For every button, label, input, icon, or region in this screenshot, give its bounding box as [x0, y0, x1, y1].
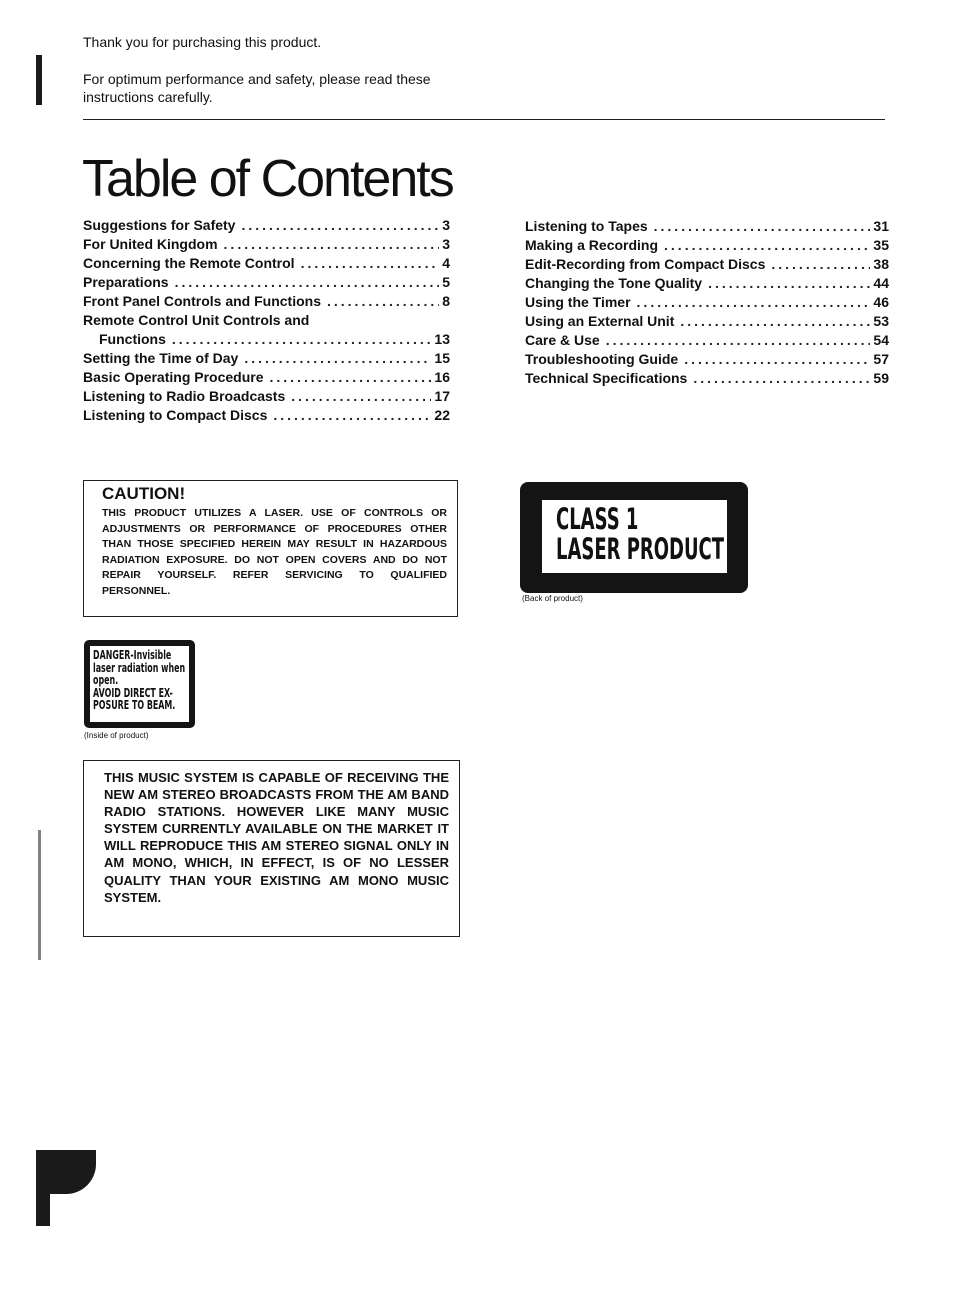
toc-right-column [525, 217, 889, 388]
laser-label-caption: (Back of product) [522, 594, 583, 603]
toc-page: 35 [873, 237, 889, 253]
toc-item[interactable]: Basic Operating Procedure ..... 16 [83, 368, 450, 387]
caution-box [83, 480, 458, 617]
danger-line1: DANGER-Invisible [93, 648, 172, 662]
toc-page: 53 [873, 313, 889, 329]
page-title: Table of Contents [82, 150, 453, 208]
toc-item[interactable]: Using the Timer ..... 46 [525, 293, 889, 312]
toc-item[interactable]: Front Panel Controls and Functions ..... 8 [83, 292, 450, 311]
toc-page: 46 [873, 294, 889, 310]
toc-page: 54 [873, 332, 889, 348]
toc-page: 31 [873, 218, 889, 234]
toc-page: 3 [442, 217, 450, 233]
toc-page: 8 [442, 293, 450, 309]
toc-item[interactable]: Listening to Radio Broadcasts ..... 17 [83, 387, 450, 406]
toc-left-column [83, 216, 450, 425]
toc-page: 22 [434, 407, 450, 423]
toc-item[interactable]: Troubleshooting Guide ..... 57 [525, 350, 889, 369]
thanks-text: Thank you for purchasing this product. [83, 34, 322, 50]
toc-item[interactable]: Remote Control Unit Controls and [83, 312, 310, 328]
toc-page: 17 [434, 388, 450, 404]
toc-item[interactable]: Listening to Compact Discs ..... 22 [83, 406, 450, 425]
toc-page: 15 [434, 350, 450, 366]
toc-item[interactable]: For United Kingdom ..... 3 [83, 235, 450, 254]
class1-laser-label [520, 482, 748, 593]
toc-item[interactable]: Functions ..... 13 [83, 330, 450, 349]
toc-page: 3 [442, 236, 450, 252]
toc-item[interactable]: Care & Use ..... 54 [525, 331, 889, 350]
toc-page: 5 [442, 274, 450, 290]
scan-artifact [36, 1150, 96, 1194]
toc-page: 13 [434, 331, 450, 347]
caution-body: THIS PRODUCT UTILIZES A LASER. USE OF CONTROLS OR ADJUSTMENTS OR PERFORMANCE OF PROCEDURES OTHER THAN THOSE SPECIFIED HEREIN MAY RESULT IN HAZARDOUS RADIATION EXPOSURE. DO NOT OPEN COVERS AND DO NOT REPAIR YOURSELF. REFER SERVICING TO QUALIFIED PERSONNEL. [102, 507, 447, 597]
toc-item[interactable]: Using an External Unit ..... 53 [525, 312, 889, 331]
danger-line3: open. [93, 673, 119, 687]
danger-line5: POSURE TO BEAM. [93, 698, 176, 712]
toc-item[interactable]: Making a Recording ..... 35 [525, 236, 889, 255]
toc-item[interactable]: Setting the Time of Day ..... 15 [83, 349, 450, 368]
scan-artifact [36, 1190, 50, 1226]
toc-page: 44 [873, 275, 889, 291]
optimum-text: For optimum performance and safety, please read these instructions carefully. [83, 71, 431, 105]
toc-item[interactable]: Concerning the Remote Control ..... 4 [83, 254, 450, 273]
toc-page: 57 [873, 351, 889, 367]
scan-artifact [38, 830, 41, 960]
toc-item[interactable]: Edit-Recording from Compact Discs ..... 38 [525, 255, 889, 274]
toc-item[interactable]: Technical Specifications ..... 59 [525, 369, 889, 388]
toc-item[interactable]: Suggestions for Safety ..... 3 [83, 216, 450, 235]
toc-item[interactable]: Listening to Tapes ..... 31 [525, 217, 889, 236]
danger-line2: laser radiation when [93, 660, 186, 675]
header-divider [83, 119, 885, 120]
toc-page: 4 [442, 255, 450, 271]
toc-page: 59 [873, 370, 889, 386]
intro-text [83, 33, 463, 106]
danger-label-caption: (Inside of product) [84, 731, 149, 740]
am-stereo-notice [83, 760, 460, 937]
laser-label-line2: LASER PRODUCT [556, 532, 725, 566]
laser-label-line1: CLASS 1 [556, 502, 639, 536]
toc-item[interactable]: Preparations ..... 5 [83, 273, 450, 292]
caution-heading: CAUTION! [102, 484, 186, 503]
toc-page: 16 [434, 369, 450, 385]
scan-artifact [36, 55, 42, 105]
danger-line4: AVOID DIRECT EX- [93, 685, 173, 700]
toc-page: 38 [873, 256, 889, 272]
toc-item[interactable]: Changing the Tone Quality ..... 44 [525, 274, 889, 293]
am-notice-text: THIS MUSIC SYSTEM IS CAPABLE OF RECEIVING THE NEW AM STEREO BROADCASTS FROM THE AM BAND RADIO STATIONS. HOWEVER LIKE MANY MUSIC SYSTEM CURRENTLY AVAILABLE ON THE MARKET IT WILL REPRODUCE THIS AM STEREO SIGNAL ONLY IN AM MONO, WHICH, IN EFFECT, IS OF NO LESSER QUALITY THAN YOUR EXISTING AM MONO MUSIC SYSTEM. [104, 770, 449, 905]
danger-label [84, 640, 195, 728]
